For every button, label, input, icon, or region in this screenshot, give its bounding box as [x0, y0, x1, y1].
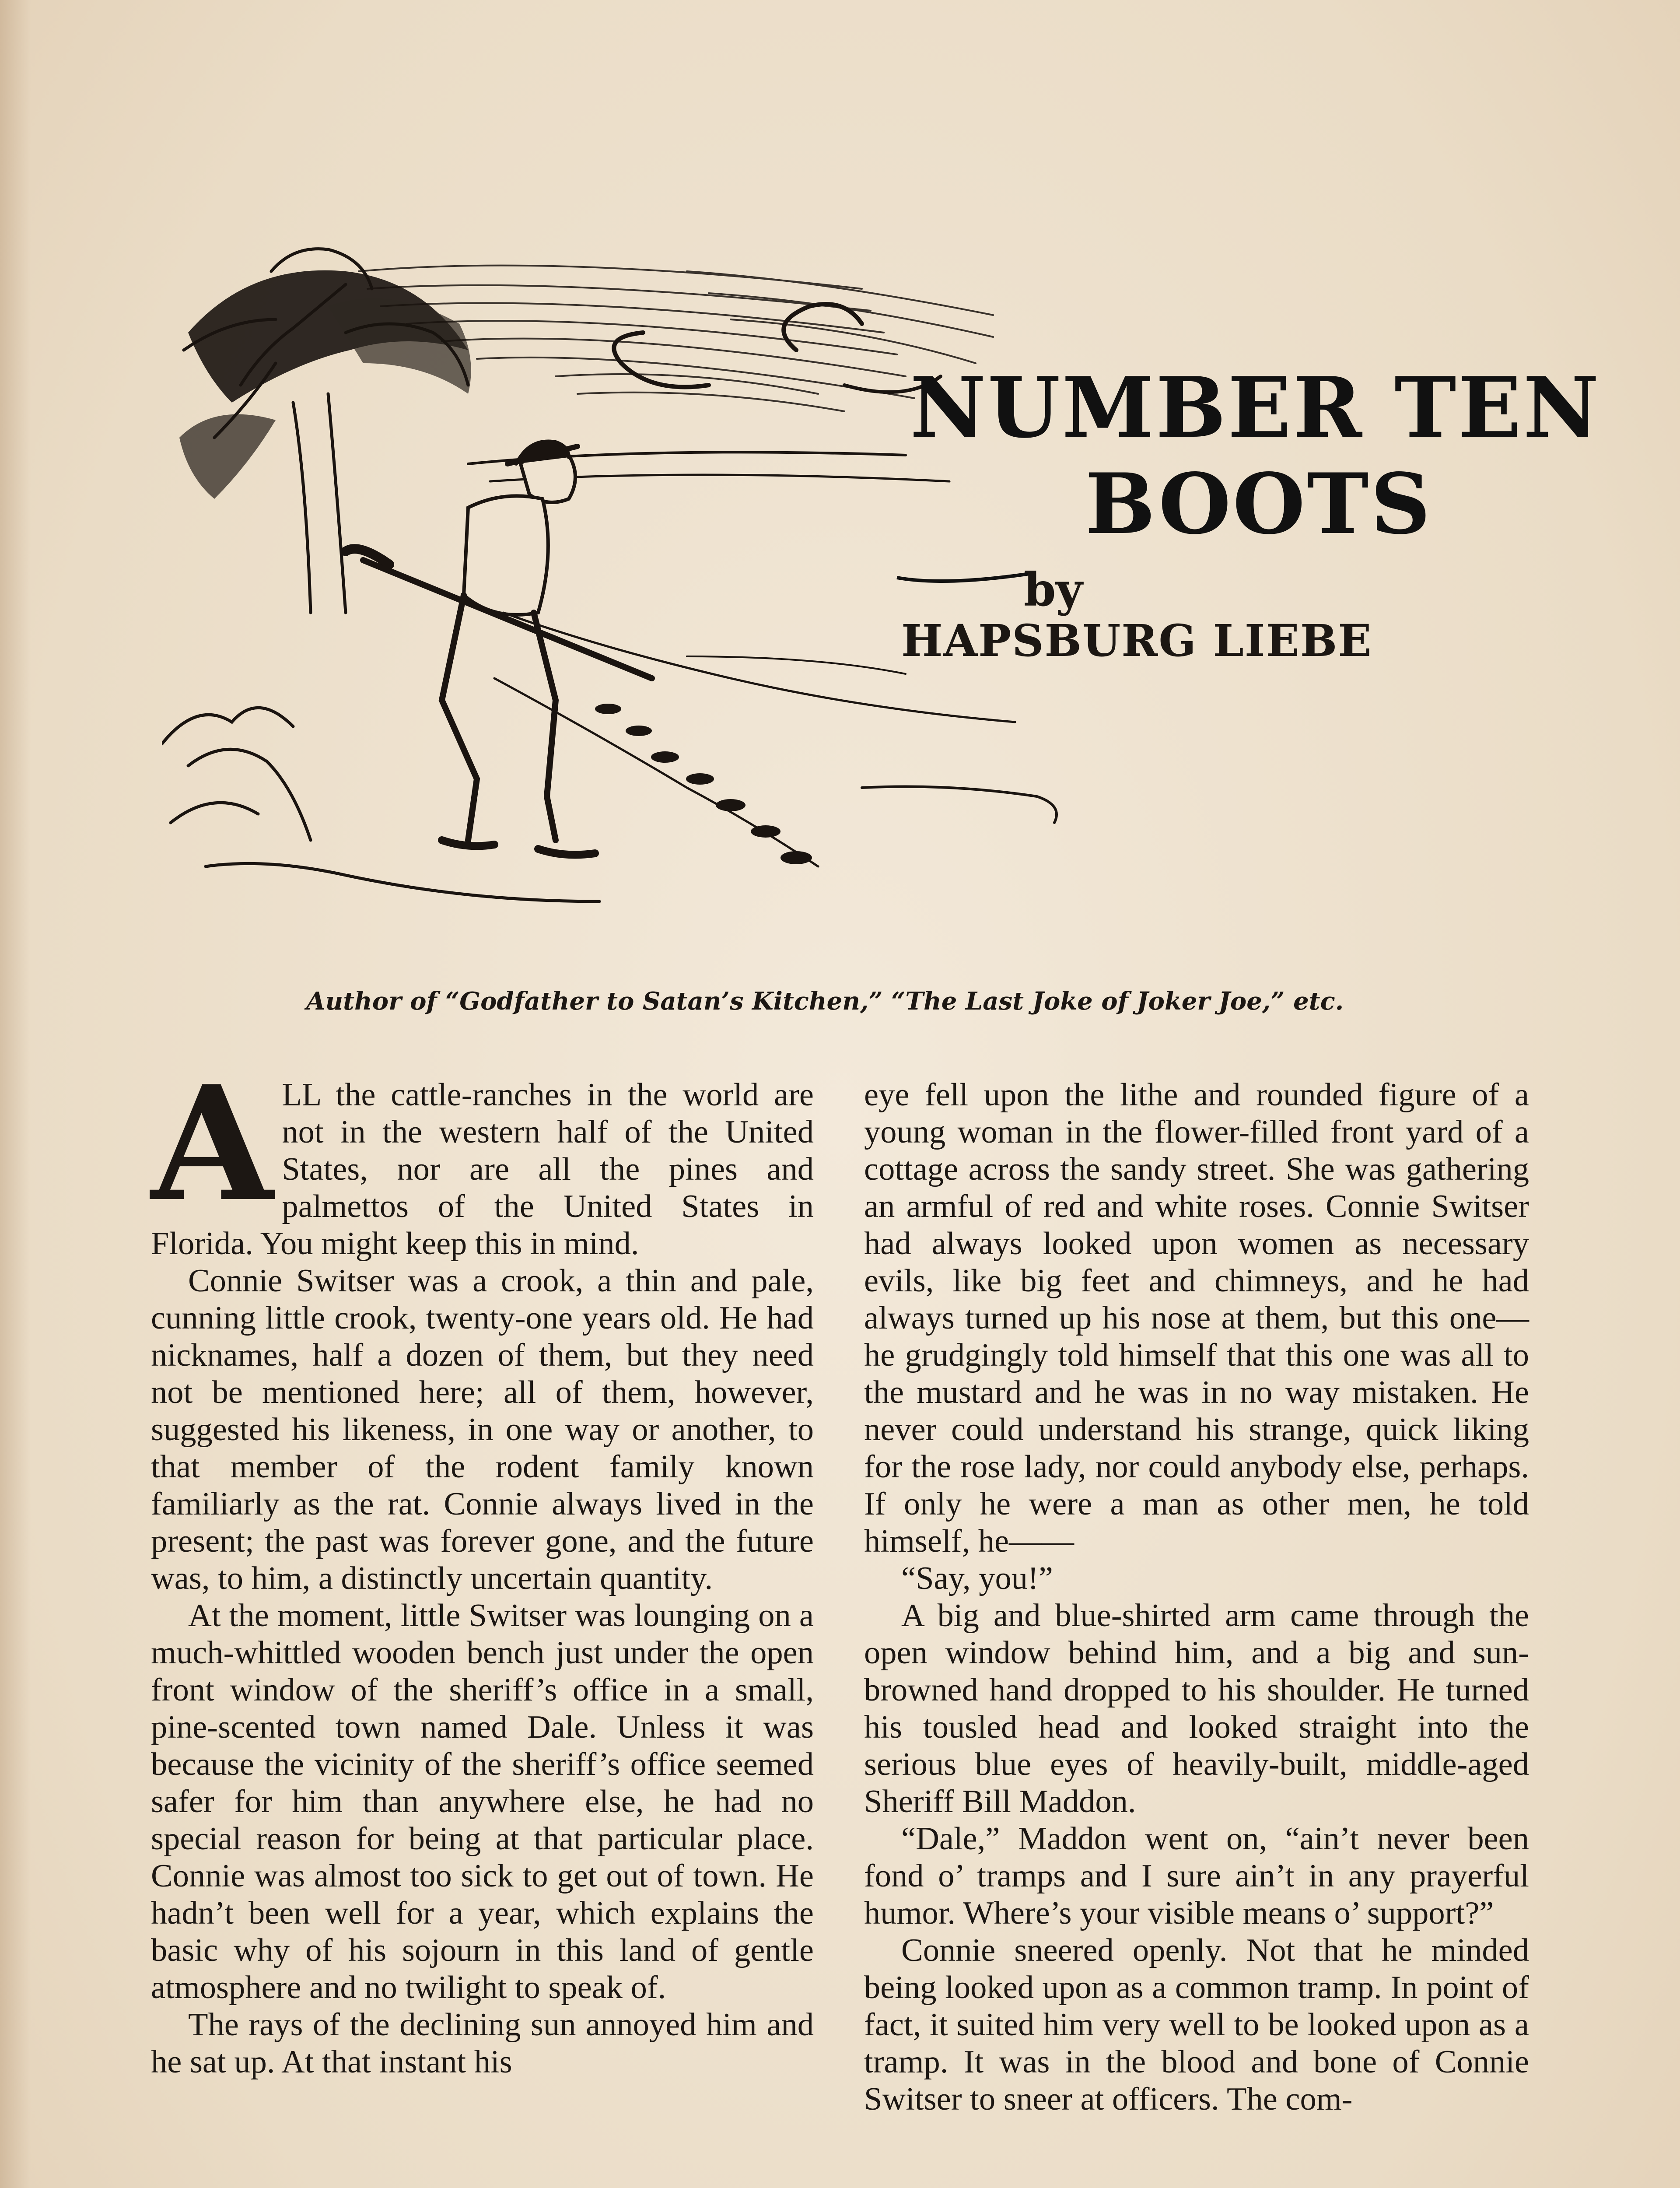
byline-by: by	[1024, 562, 1083, 617]
page-edge-shading	[0, 0, 31, 2188]
paragraph	[151, 1051, 814, 1262]
paragraph-text: LL the cattle-ranches in the world are not in the western half of the United States, nor are all the pines and palmettos of the United States in Florida. You might keep this in mind.	[151, 1077, 814, 1262]
paragraph: The rays of the declining sun annoyed him and he sat up. At that instant his	[151, 2007, 814, 2080]
title-swash-decoration	[892, 551, 1037, 600]
paragraph: Connie Switser was a crook, a thin and pale, cunning little crook, twenty-one years old. He had nicknames, half a dozen of them, but they need not be mentioned here; all of them, however, suggested his likeness, in one way or another, to that member of the rodent family known familiarly as the rat. Connie always lived in the present; the past was forever gone, and the future was, to him, a distinctly uncertain quantity.	[151, 1263, 814, 1596]
drop-cap: A	[151, 1051, 273, 1236]
paragraph: Connie sneered openly. Not that he minded being looked upon as a common tramp. In point of fact, it suited him very well to be looked upon as a tramp. It was in the blood and bone of Connie Switser to sneer at officers. The com-	[864, 1932, 1529, 2117]
paragraph: eye fell upon the lithe and rounded figure of a young woman in the flower-filled front yard of a cottage across the sandy street. She was gathering an armful of red and white roses. Connie Switser had always looked upon women as necessary evils, like big feet and chimneys, and he had always turned up his nose at them, but this one—he grudgingly told himself that this one was all to the mustard and he was in no way mistaken. He never could understand his strange, quick liking for the rose lady, nor could anybody else, perhaps. If only he were a man as other men, he told himself, he——	[864, 1077, 1529, 1559]
text-column-left	[151, 1051, 814, 2081]
paragraph: “Dale,” Maddon went on, “ain’t never been fond o’ tramps and I sure ain’t in any prayerful humor. Where’s your visible means o’ support?”	[864, 1821, 1529, 1931]
author-name: HAPSBURG LIEBE	[901, 615, 1372, 666]
author-credits: Author of “Godfather to Satan’s Kitchen,” “The Last Joke of Joker Joe,” etc.	[306, 987, 1344, 1016]
text-column-right	[864, 1076, 1529, 2118]
story-title-line-2: BOOTS	[1085, 455, 1432, 553]
paragraph: A big and blue-shirted arm came through the open window behind him, and a big and sun-browned hand dropped to his shoulder. He turned his tousled head and looked straight into the serious blue eyes of heavily-built, middle-aged Sheriff Bill Maddon.	[864, 1598, 1529, 1820]
story-title-line-1: NUMBER TEN	[910, 359, 1601, 456]
paragraph: “Say, you!”	[901, 1560, 1053, 1596]
paragraph: At the moment, little Switser was lounging on a much-whittled wooden bench just under the open front window of the sheriff’s office in a small, pine-scented town named Dale. Unless it was because the vicinity of the sheriff’s office seemed safer for him than anywhere else, he had no special reason for being at that particular place. Connie was almost too sick to get out of town. He hadn’t been well for a year, which explains the basic why of his sojourn in this land of gentle atmosphere and no twilight to speak of.	[151, 1598, 814, 2006]
